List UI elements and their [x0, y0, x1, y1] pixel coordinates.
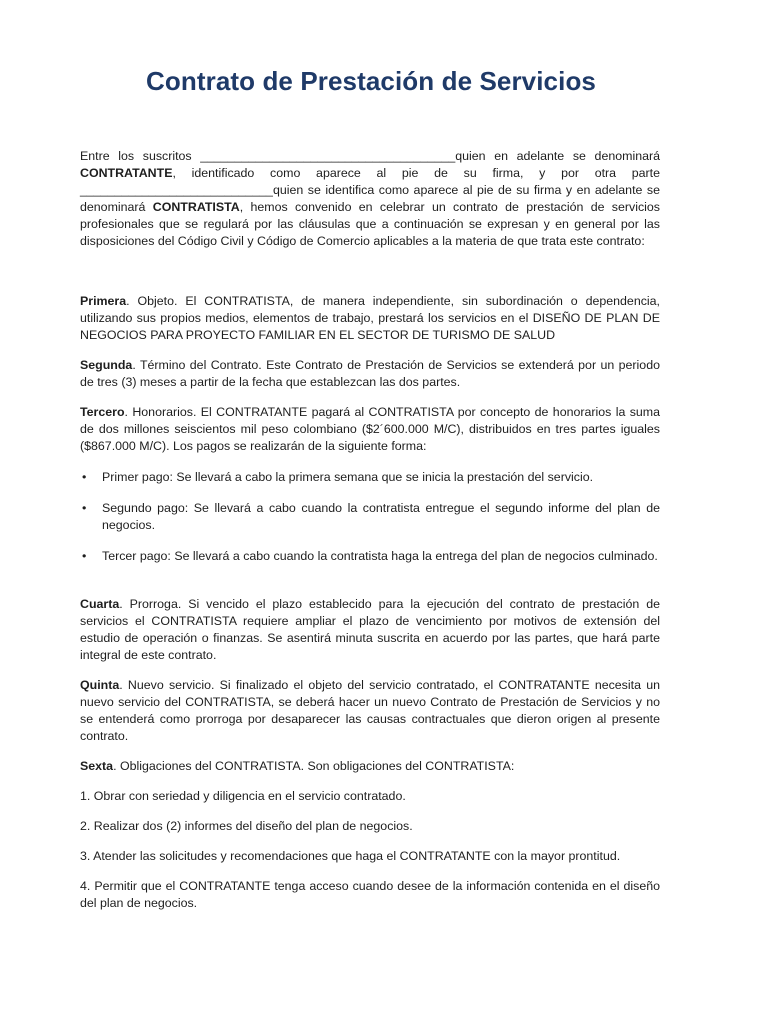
clause-heading: Cuarta — [80, 597, 120, 611]
clause-quinta — [80, 677, 660, 745]
intro-paragraph — [80, 148, 660, 250]
intro-text-2: , identificado como aparece al pie de su firma, y por otra parte ____________________________quien se identifica como aparece al pie de su firma y en adelante se denominará — [80, 166, 660, 214]
bullet-icon: • — [82, 549, 87, 563]
bullet-icon: • — [82, 470, 87, 484]
clause-text: . Honorarios. El CONTRATANTE pagará al CONTRATISTA por concepto de honorarios la suma de dos millones seiscientos mil peso colombiano ($2´600.000 M/C), distribuidos en tres partes iguales ($867.000 M/C). Los pagos se realizarán de la siguiente forma: — [80, 405, 660, 453]
payment-list — [80, 469, 660, 486]
clause-text: . Prorroga. Si vencido el plazo establecido para la ejecución del contrato de prestación de servicios el CONTRATISTA requiere ampliar el plazo de vencimiento por motivos de extensión del estudio de operación o finanzas. Se asentirá minuta suscrita en acuerdo por las partes, que hará parte integral de este contrato. — [80, 597, 660, 662]
obligation-item: 3. Atender las solicitudes y recomendaciones que haga el CONTRATANTE con la mayor prontitud. — [80, 849, 621, 863]
clause-text: . Nuevo servicio. Si finalizado el objeto del servicio contratado, el CONTRATANTE necesita un nuevo servicio del CONTRATISTA, se deberá hacer un nuevo Contrato de Prestación de Servicios y no se entenderá como prorroga por desaparecer las causas contractuales que dieron origen al presente contrato. — [80, 678, 660, 743]
payment-text: Tercer pago: Se llevará a cabo cuando la contratista haga la entrega del plan de negocios culminado. — [102, 549, 658, 563]
clause-text: . Objeto. El CONTRATISTA, de manera independiente, sin subordinación o dependencia, utilizando sus propios medios, elementos de trabajo, prestará los servicios en el DISEÑO DE PLAN DE NEGOCIOS PARA PROYECTO FAMILIAR EN EL SECTOR DE TURISMO DE SALUD — [80, 294, 660, 342]
list-item — [80, 500, 660, 534]
document-title: Contrato de Prestación de Servicios — [146, 66, 596, 96]
payment-list — [80, 548, 660, 565]
list-item — [80, 469, 660, 486]
clause-primera — [80, 293, 660, 344]
bullet-icon: • — [82, 501, 87, 515]
contratista-term: CONTRATISTA — [152, 200, 240, 214]
clause-text: . Obligaciones del CONTRATISTA. Son obligaciones del CONTRATISTA: — [113, 759, 515, 773]
obligation-item: 1. Obrar con seriedad y diligencia en el servicio contratado. — [80, 789, 406, 803]
intro-text-3: , hemos convenido en celebrar un contrato de prestación de servicios profesionales que se regulará por las cláusulas que a continuación se expresan y en general por las disposiciones del Código Civil y Código de Comercio aplicables a la materia de que trata este contrato: — [80, 200, 661, 248]
contratante-term: CONTRATANTE — [80, 166, 173, 180]
clause-cuarta — [80, 596, 660, 664]
payment-list — [80, 500, 660, 534]
clause-tercero — [80, 404, 660, 455]
payment-text: Segundo pago: Se llevará a cabo cuando la contratista entregue el segundo informe del plan de negocios. — [102, 501, 660, 532]
clause-heading: Primera — [80, 294, 127, 308]
clause-sexta — [80, 758, 660, 775]
clause-text: . Término del Contrato. Este Contrato de Prestación de Servicios se extenderá por un periodo de tres (3) meses a partir de la fecha que establezcan las dos partes. — [80, 358, 660, 389]
obligation-item: 2. Realizar dos (2) informes del diseño del plan de negocios. — [80, 819, 413, 833]
list-item — [80, 548, 660, 565]
payment-text: Primer pago: Se llevará a cabo la primera semana que se inicia la prestación del servicio. — [102, 470, 594, 484]
clause-heading: Quinta — [80, 678, 120, 692]
clause-heading: Tercero — [80, 405, 125, 419]
clause-heading: Segunda — [80, 358, 133, 372]
clause-heading: Sexta — [80, 759, 114, 773]
clause-segunda — [80, 357, 660, 391]
intro-text-1: Entre los suscritos _____________________________________quien en adelante se denominará — [80, 149, 660, 163]
obligation-item: 4. Permitir que el CONTRATANTE tenga acceso cuando desee de la información contenida en el diseño del plan de negocios. — [80, 879, 660, 910]
